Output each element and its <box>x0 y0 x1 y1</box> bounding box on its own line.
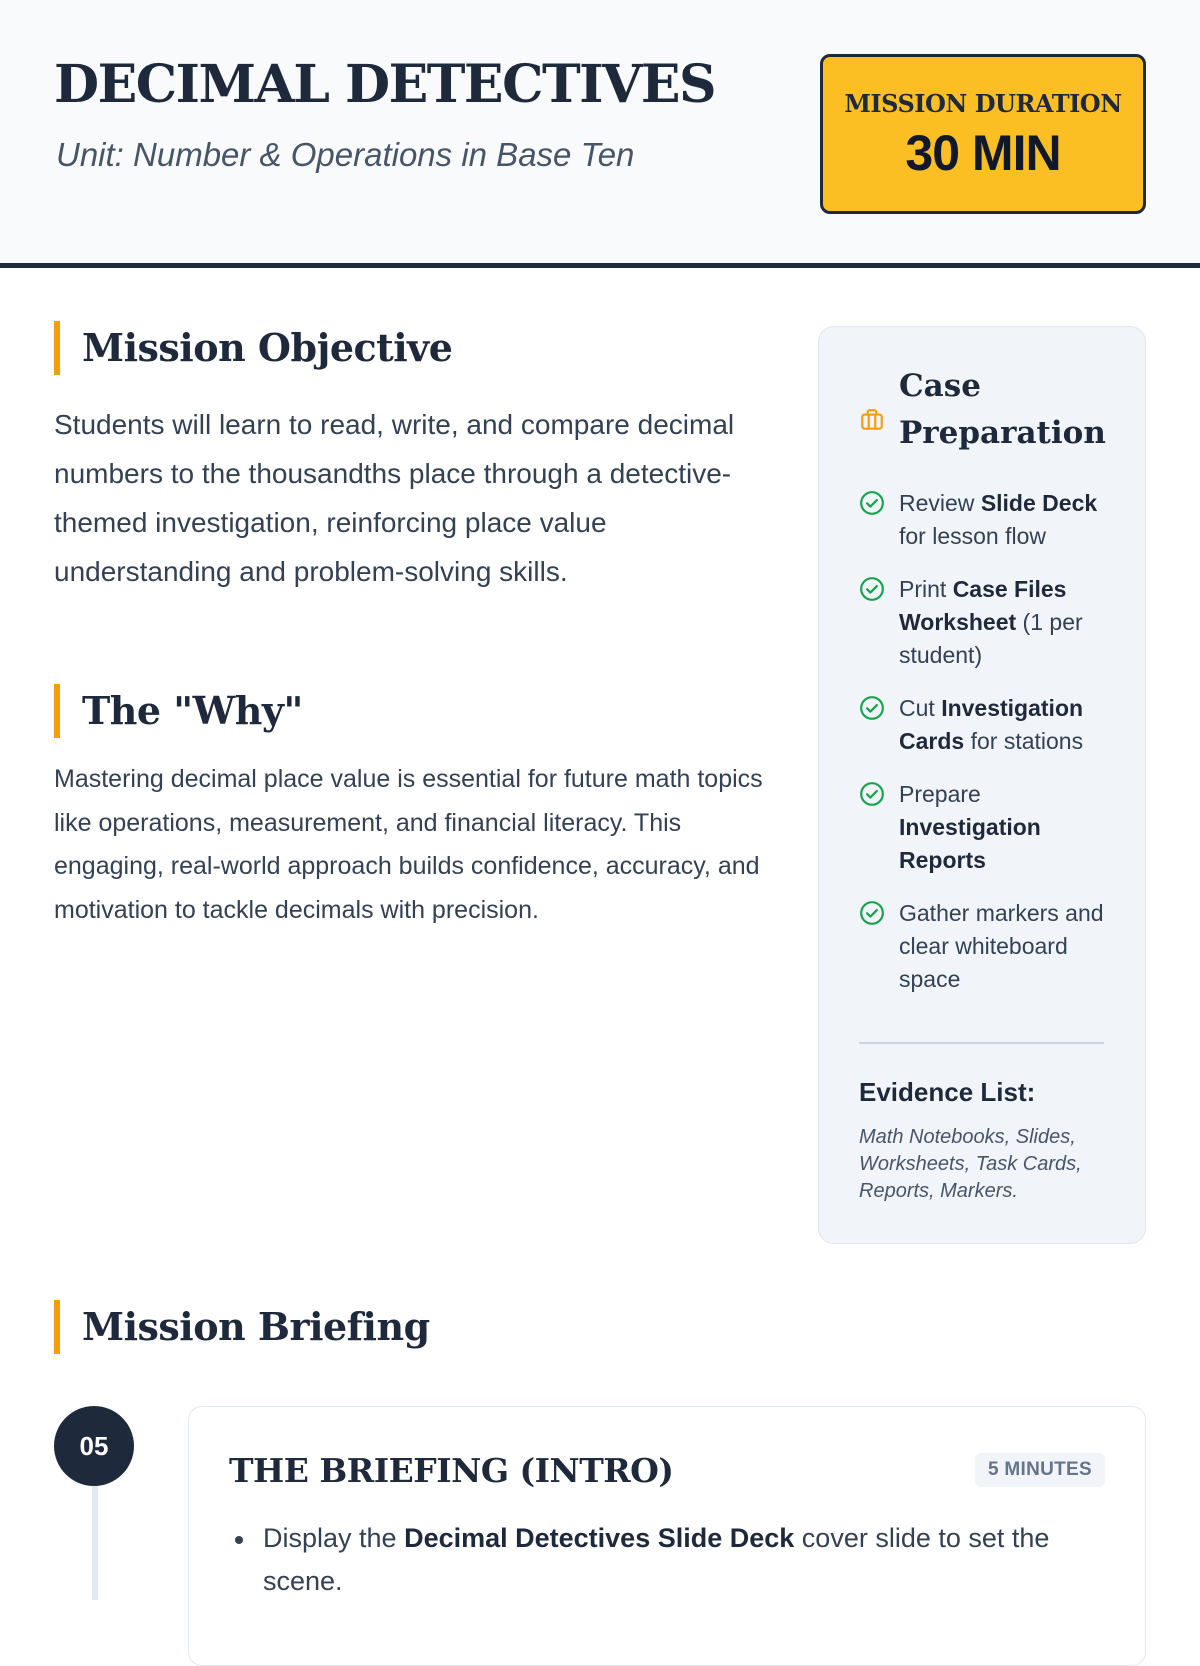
step-bullet-list <box>229 1517 1099 1603</box>
text-segment: Display the <box>263 1523 405 1553</box>
preparation-checklist <box>859 487 1119 1016</box>
briefcase-icon <box>859 407 885 433</box>
text-segment: Slide Deck <box>980 490 1098 516</box>
checklist-item <box>859 897 1119 996</box>
step-title: THE BRIEFING (INTRO) <box>229 1451 674 1490</box>
unit-subtitle: Unit: Number & Operations in Base Ten <box>56 136 635 173</box>
duration-value: 30 MIN <box>905 125 1061 181</box>
mission-briefing-heading: Mission Briefing <box>54 1300 430 1354</box>
checklist-item <box>859 692 1119 758</box>
mission-duration-badge <box>820 54 1146 214</box>
mission-objective-heading: Mission Objective <box>54 321 452 375</box>
step-bullet <box>229 1517 1099 1603</box>
check-circle-icon <box>859 781 885 807</box>
duration-label: MISSION DURATION <box>844 89 1122 118</box>
checklist-item <box>859 778 1119 877</box>
check-circle-icon <box>859 490 885 516</box>
divider <box>859 1042 1104 1044</box>
checklist-item <box>859 573 1119 672</box>
text-segment: cover slide to set the scene. <box>263 1523 1050 1596</box>
text-segment: Prepare <box>899 781 981 807</box>
step-card <box>188 1406 1146 1666</box>
text-segment: Gather markers and clear whiteboard space <box>899 900 1104 992</box>
text-segment: (1 per student) <box>899 609 1083 668</box>
mission-objective-text: Students will learn to read, write, and compare decimal numbers to the thousandths place through a detective-themed investigation, reinforcing place value understanding and problem-solving skills. <box>54 409 735 587</box>
check-circle-icon <box>859 900 885 926</box>
case-preparation-title: Case Preparation <box>899 368 1106 451</box>
check-circle-icon <box>859 695 885 721</box>
page-title: DECIMAL DETECTIVES <box>54 54 716 115</box>
text-segment: for stations <box>964 728 1084 754</box>
text-segment: Cut <box>899 695 942 721</box>
step-number: 05 <box>54 1406 134 1486</box>
step-duration-badge: 5 MINUTES <box>975 1453 1105 1487</box>
text-segment: Investigation Cards <box>899 695 1084 754</box>
text-segment: Review <box>899 490 981 516</box>
text-segment: Decimal Detectives Slide Deck <box>404 1523 795 1553</box>
page-header <box>0 0 1200 268</box>
text-segment: Investigation Reports <box>899 814 1041 873</box>
evidence-list-text: Math Notebooks, Slides, Worksheets, Task Cards, Reports, Markers. <box>859 1126 1082 1202</box>
why-text: Mastering decimal place value is essential for future math topics like operations, measurement, and financial literacy. This engaging, real-world approach builds confidence, accuracy, and motivation to tackle decimals with precision. <box>54 765 763 924</box>
checklist-item <box>859 487 1119 553</box>
check-circle-icon <box>859 576 885 602</box>
case-preparation-panel <box>818 326 1146 1244</box>
text-segment: for lesson flow <box>899 523 1047 549</box>
text-segment: Print <box>899 576 953 602</box>
text-segment: Case Files Worksheet <box>899 576 1067 635</box>
why-heading: The "Why" <box>54 684 303 738</box>
evidence-list-heading: Evidence List: <box>859 1077 1036 1107</box>
